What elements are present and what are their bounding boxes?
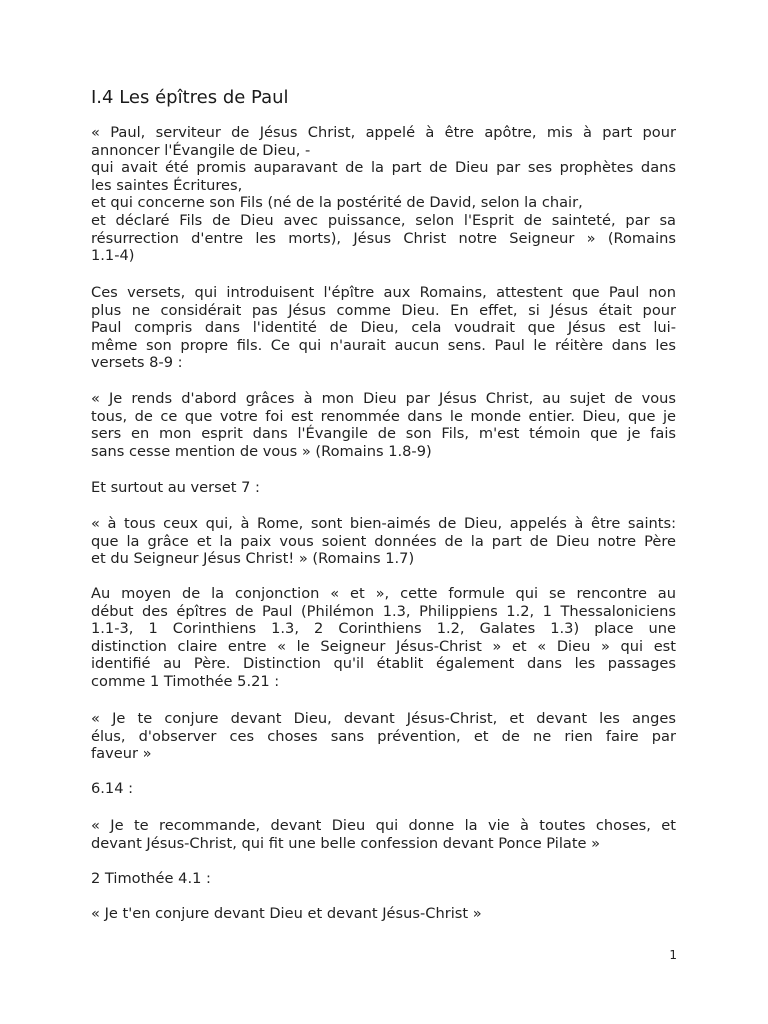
- text-line: Paul compris dans l'identité de Dieu, cela voudrait que Jésus est lui-: [91, 319, 676, 337]
- text-line: début des épîtres de Paul (Philémon 1.3, Philippiens 1.2, 1 Thessaloniciens: [91, 602, 676, 620]
- paragraph-commentary-romans: [91, 284, 676, 372]
- text-line: devant Jésus-Christ, qui fit une belle confession devant Ponce Pilate »: [91, 834, 601, 852]
- text-line: identifié au Père. Distinction qu'il établit également dans les passages: [91, 655, 676, 673]
- text-line: 2 Timothée 4.1 :: [91, 870, 211, 887]
- text-line: et déclaré Fils de Dieu avec puissance, selon l'Esprit de sainteté, par sa: [91, 211, 676, 229]
- paragraph-timothy-5-21-quote: [91, 710, 676, 763]
- text-line: sers en mon esprit dans l'Évangile de son Fils, m'est témoin que je fais: [91, 425, 676, 443]
- paragraph-romans-1-8-9-quote: [91, 390, 676, 460]
- text-line: plus ne considérait pas Jésus comme Dieu. En effet, si Jésus était pour: [91, 301, 676, 319]
- paragraph-2-timothy-4-1-quote: [91, 905, 676, 923]
- text-line: « à tous ceux qui, à Rome, sont bien-aimés de Dieu, appelés à être saints:: [91, 515, 676, 532]
- text-line: faveur »: [91, 745, 152, 763]
- text-line: 1.1-3, 1 Corinthiens 1.3, 2 Corinthiens 1.2, Galates 1.3) place une: [91, 620, 676, 638]
- text-line: « Je te conjure devant Dieu, devant Jésus-Christ, et devant les anges: [91, 710, 676, 727]
- text-line: et qui concerne son Fils (né de la postérité de David, selon la chair,: [91, 194, 583, 212]
- text-line: 6.14 :: [91, 780, 134, 797]
- paragraph-conjunction-commentary: [91, 585, 676, 691]
- paragraph-verse-7-intro: [91, 479, 676, 497]
- text-line: et du Seigneur Jésus Christ! » (Romains 1.7): [91, 550, 415, 568]
- text-line: résurrection d'entre les morts), Jésus Christ notre Seigneur » (Romains: [91, 229, 676, 247]
- text-line: « Je rends d'abord grâces à mon Dieu par Jésus Christ, au sujet de vous: [91, 390, 676, 407]
- text-line: « Je t'en conjure devant Dieu et devant Jésus-Christ »: [91, 905, 482, 922]
- text-line: « Paul, serviteur de Jésus Christ, appelé à être apôtre, mis à part pour: [91, 124, 676, 141]
- text-line: Au moyen de la conjonction « et », cette formule qui se rencontre au: [91, 585, 676, 602]
- text-line: versets 8-9 :: [91, 354, 183, 372]
- text-line: qui avait été promis auparavant de la part de Dieu par ses prophètes dans: [91, 159, 676, 177]
- text-line: « Je te recommande, devant Dieu qui donne la vie à toutes choses, et: [91, 817, 676, 834]
- paragraph-romans-1-7-quote: [91, 515, 676, 568]
- text-line: les saintes Écritures,: [91, 176, 243, 194]
- paragraph-timothy-6-14-quote: [91, 817, 676, 852]
- text-line: sans cesse mention de vous » (Romains 1.8-9): [91, 442, 432, 460]
- text-line: Ces versets, qui introduisent l'épître aux Romains, attestent que Paul non: [91, 284, 676, 301]
- text-line: tous, de ce que votre foi est renommée dans le monde entier. Dieu, que je: [91, 407, 676, 425]
- page-number: 1: [669, 948, 677, 962]
- text-line: 1.1-4): [91, 247, 135, 265]
- text-line: annoncer l'Évangile de Dieu, -: [91, 141, 311, 159]
- paragraph-romans-1-1-4-quote: [91, 124, 676, 265]
- text-line: même son propre fils. Ce qui n'aurait aucun sens. Paul le réitère dans les: [91, 336, 676, 354]
- text-line: distinction claire entre « le Seigneur Jésus-Christ » et « Dieu » qui est: [91, 637, 676, 655]
- section-heading: I.4 Les épîtres de Paul: [91, 87, 289, 108]
- text-line: que la grâce et la paix vous soient données de la part de Dieu notre Père: [91, 532, 676, 550]
- text-line: comme 1 Timothée 5.21 :: [91, 672, 280, 690]
- paragraph-verse-6-14-label: [91, 780, 676, 798]
- text-line: élus, d'observer ces choses sans prévention, et de ne rien faire par: [91, 727, 676, 745]
- paragraph-2-timothy-label: [91, 870, 676, 888]
- text-line: Et surtout au verset 7 :: [91, 479, 260, 496]
